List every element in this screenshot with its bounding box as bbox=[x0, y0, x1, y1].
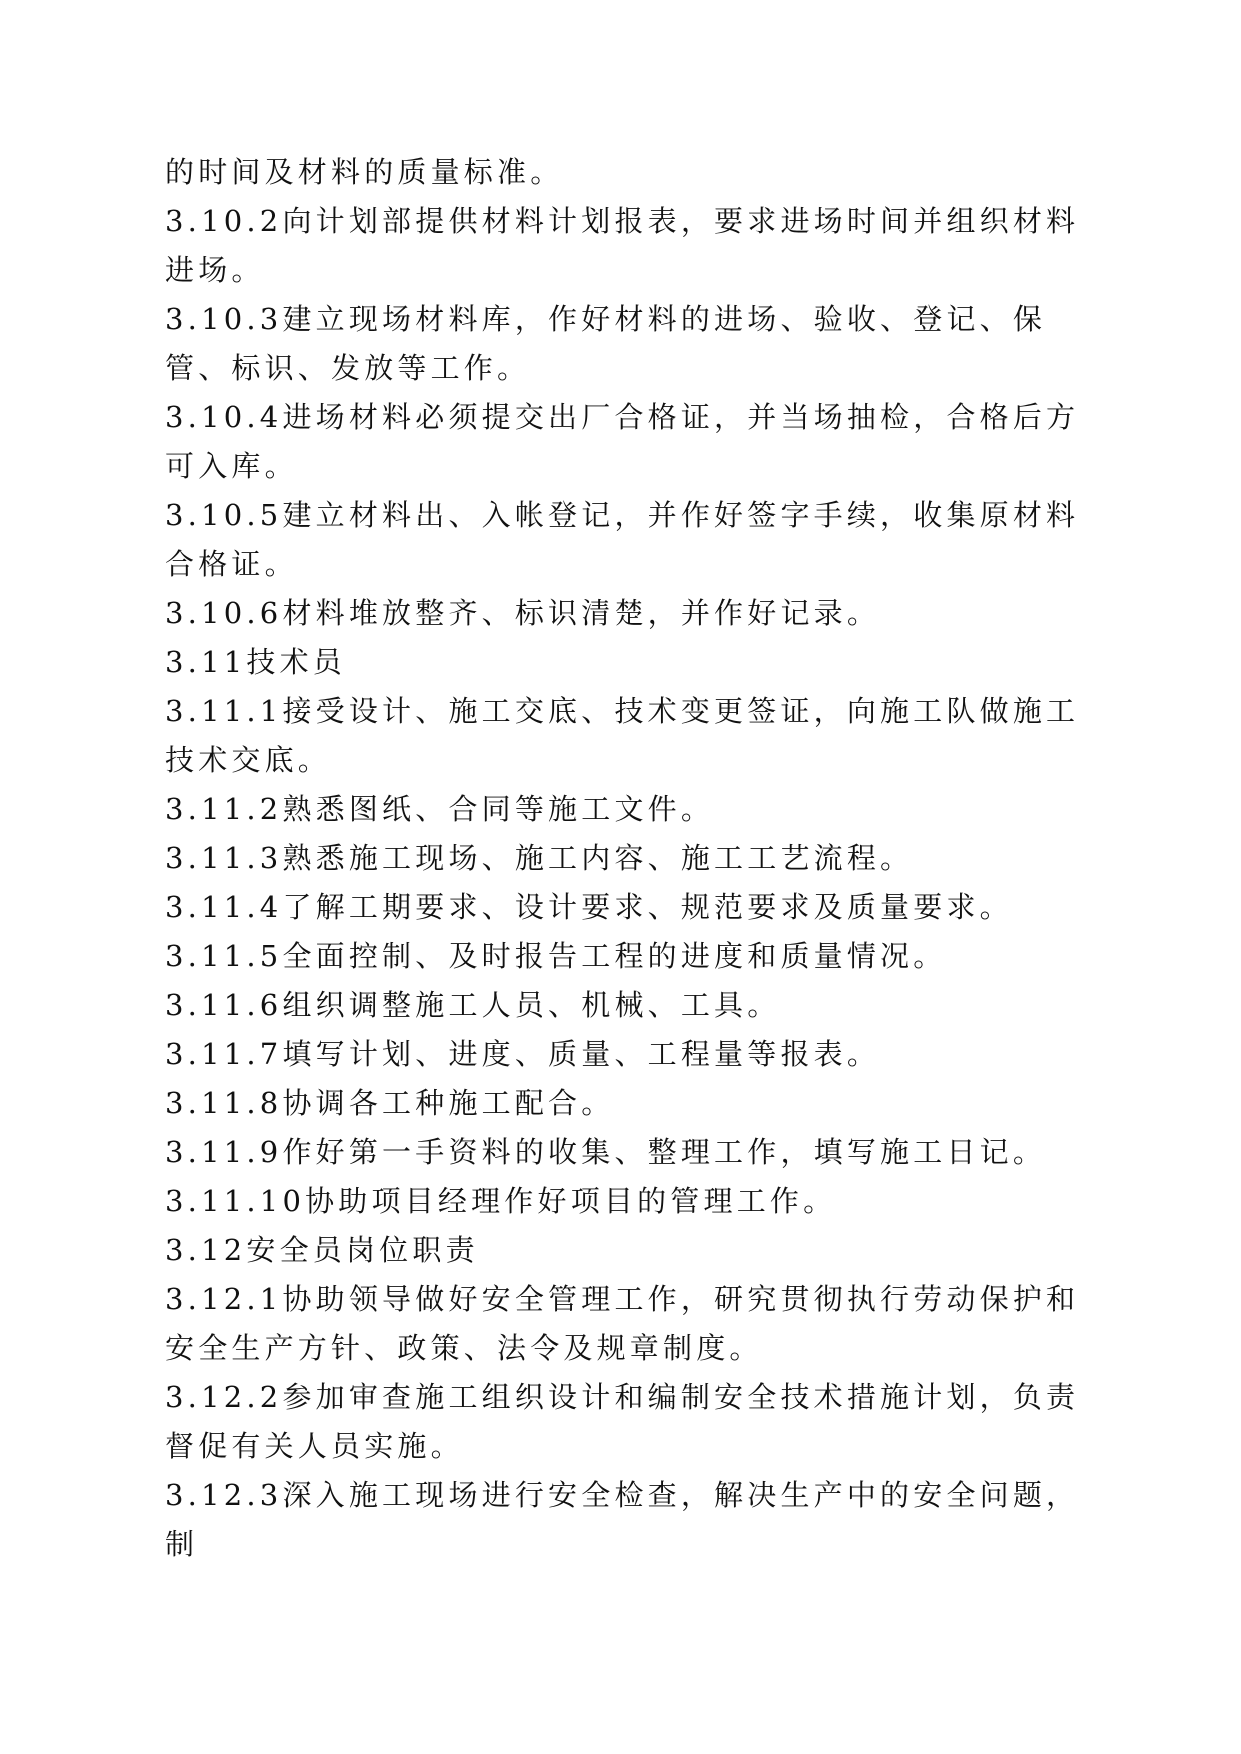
paragraph: 3.12.3深入施工现场进行安全检查，解决生产中的安全问题，制 bbox=[165, 1478, 1080, 1561]
section-heading: 3.11技术员 bbox=[165, 645, 346, 679]
paragraph: 3.11.2熟悉图纸、合同等施工文件。 bbox=[165, 792, 715, 826]
paragraph: 3.11.7填写计划、进度、质量、工程量等报表。 bbox=[165, 1037, 881, 1071]
paragraph: 3.11.8协调各工种施工配合。 bbox=[165, 1086, 615, 1120]
paragraph: 的时间及材料的质量标准。 bbox=[165, 155, 564, 189]
paragraph: 3.11.5全面控制、及时报告工程的进度和质量情况。 bbox=[165, 939, 947, 973]
paragraph: 3.10.2向计划部提供材料计划报表，要求进场时间并组织材料进场。 bbox=[165, 204, 1080, 287]
paragraph: 3.11.6组织调整施工人员、机械、工具。 bbox=[165, 988, 781, 1022]
paragraph: 3.10.3建立现场材料库，作好材料的进场、验收、登记、保管、标识、发放等工作。 bbox=[165, 302, 1047, 385]
section-heading: 3.12安全员岗位职责 bbox=[165, 1233, 479, 1267]
document-body bbox=[165, 148, 1085, 1569]
paragraph: 3.12.2参加审查施工组织设计和编制安全技术措施计划，负责督促有关人员实施。 bbox=[165, 1380, 1080, 1463]
paragraph: 3.11.4了解工期要求、设计要求、规范要求及质量要求。 bbox=[165, 890, 1013, 924]
paragraph: 3.11.1接受设计、施工交底、技术变更签证，向施工队做施工技术交底。 bbox=[165, 694, 1080, 777]
paragraph: 3.10.6材料堆放整齐、标识清楚，并作好记录。 bbox=[165, 596, 881, 630]
paragraph: 3.10.5建立材料出、入帐登记，并作好签字手续，收集原材料合格证。 bbox=[165, 498, 1080, 581]
paragraph: 3.11.3熟悉施工现场、施工内容、施工工艺流程。 bbox=[165, 841, 914, 875]
paragraph: 3.11.10协助项目经理作好项目的管理工作。 bbox=[165, 1184, 837, 1218]
paragraph: 3.11.9作好第一手资料的收集、整理工作，填写施工日记。 bbox=[165, 1135, 1047, 1169]
paragraph: 3.12.1协助领导做好安全管理工作，研究贯彻执行劳动保护和安全生产方针、政策、法令及规章制度。 bbox=[165, 1282, 1080, 1365]
paragraph: 3.10.4进场材料必须提交出厂合格证，并当场抽检，合格后方可入库。 bbox=[165, 400, 1080, 483]
